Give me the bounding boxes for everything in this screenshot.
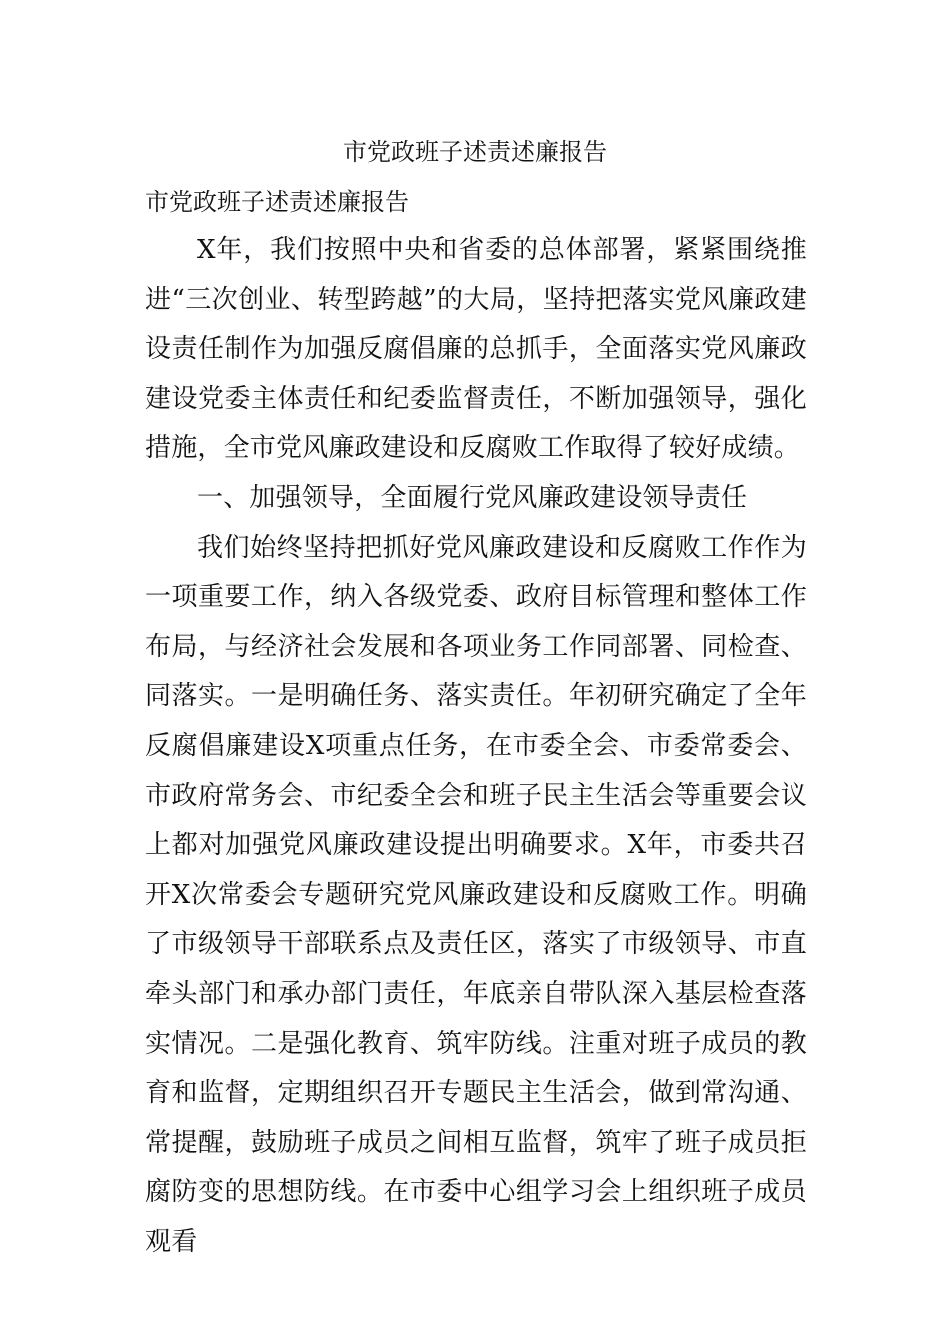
paragraph-section-1: 我们始终坚持把抓好党风廉政建设和反腐败工作作为一项重要工作，纳入各级党委、政府目标管理和整体工作布局，与经济社会发展和各项业务工作同部署、同检查、同落实。一是明确任务、落实责任。年初研究确定了全年反腐倡廉建设X项重点任务，在市委全会、市委常委会、市政府常务会、市纪委全会和班子民主生活会等重要会议上都对加强党风廉政建设提出明确要求。X年，市委共召开X次常委会专题研究党风廉政建设和反腐败工作。明确了市级领导干部联系点及责任区，落实了市级领导、市直牵头部门和承办部门责任，年底亲自带队深入基层检查落实情况。二是强化教育、筑牢防线。注重对班子成员的教育和监督，定期组织召开专题民主生活会，做到常沟通、常提醒，鼓励班子成员之间相互监督，筑牢了班子成员拒腐防变的思想防线。在市委中心组学习会上组织班子成员观看 <box>145 532 807 1257</box>
document-body <box>145 226 807 1267</box>
document-subtitle: 市党政班子述责述廉报告 <box>145 188 409 216</box>
document-title: 市党政班子述责述廉报告 <box>343 138 607 166</box>
section-heading: 一、加强领导，全面履行党风廉政建设领导责任 <box>197 482 748 513</box>
paragraph-intro: X年，我们按照中央和省委的总体部署，紧紧围绕推进“三次创业、转型跨越”的大局，坚持把落实党风廉政建设责任制作为加强反腐倡廉的总抓手，全面落实党风廉政建设党委主体责任和纪委监督责任，不断加强领导，强化措施，全市党风廉政建设和反腐败工作取得了较好成绩。 <box>145 235 807 464</box>
